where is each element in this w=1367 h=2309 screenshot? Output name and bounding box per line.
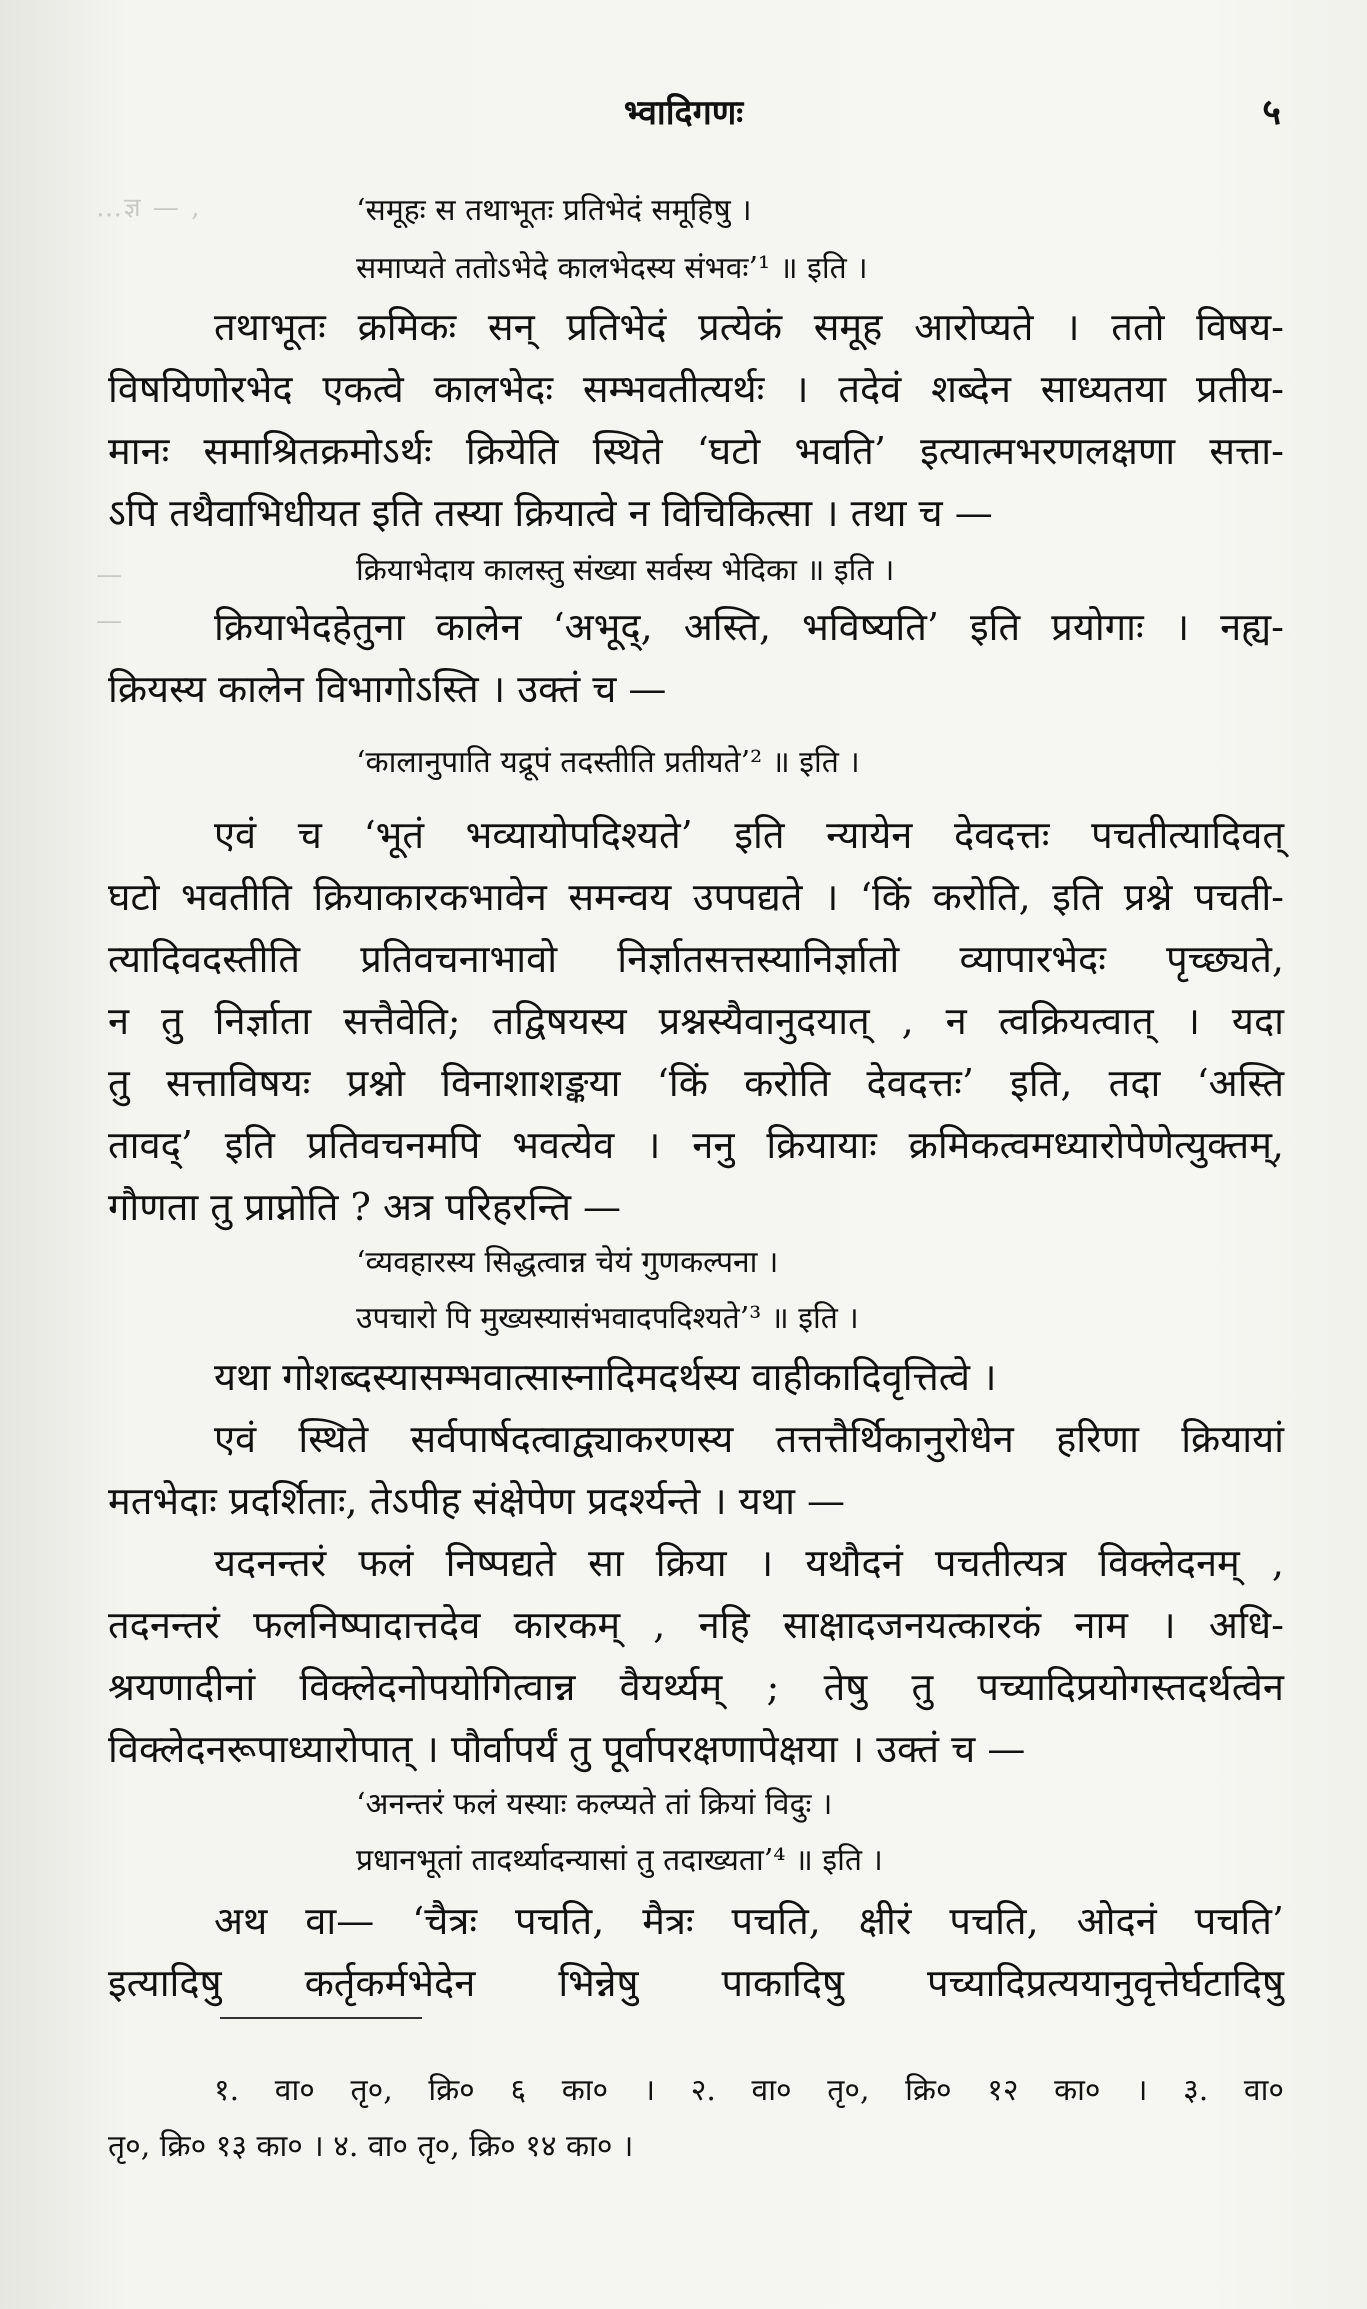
- text-line: श्रयणादीनां विक्लेदनोपयोगित्वान्न वैयर्थ्यम् ; तेषु तु पच्यादिप्रयोगस्तदर्थत्वेन: [108, 1665, 1284, 1709]
- page-number: ५: [1262, 91, 1281, 133]
- text-line: तदनन्तरं फलनिष्पादात्तदेव कारकम् , नहि साक्षादजनयत्कारकं नाम । अधि-: [108, 1603, 1284, 1647]
- text-line: यथा गोशब्दस्यासम्भवात्सास्नादिमदर्थस्य वाहीकादिवृत्तित्वे ।: [214, 1355, 997, 1399]
- verse-line: प्रधानभूतां तादर्थ्यादन्यासां तु तदाख्यता’⁴ ॥ इति ।: [356, 1843, 883, 1878]
- text-line: क्रियस्य कालेन विभागोऽस्ति । उक्तं च —: [108, 667, 667, 711]
- verse-line: समाप्यते ततोऽभेदे कालभेदस्य संभवः’¹ ॥ इति ।: [356, 251, 868, 286]
- text-line: विषयिणोरभेद एकत्वे कालभेदः सम्भवतीत्यर्थः । तदेवं शब्देन साध्यतया प्रतीय-: [108, 367, 1284, 411]
- verse-line: उपचारो पि मुख्यस्यासंभवादपदिश्यते’³ ॥ इति ।: [356, 1301, 859, 1336]
- verse-line: क्रियाभेदाय कालस्तु संख्या सर्वस्य भेदिका ॥ इति ।: [356, 553, 895, 588]
- text-line: तु सत्ताविषयः प्रश्नो विनाशाशङ्कया ‘किं करोति देवदत्तः’ इति, तदा ‘अस्ति: [108, 1061, 1284, 1105]
- bleed-through-mark: …ज्ञ — ,: [96, 193, 202, 223]
- text-line: विक्लेदनरूपाध्यारोपात् । पौर्वापर्यं तु पूर्वापरक्षणापेक्षया । उक्तं च —: [108, 1727, 1026, 1771]
- text-line: मतभेदाः प्रदर्शिताः, तेऽपीह संक्षेपेण प्रदर्श्यन्ते । यथा —: [108, 1479, 846, 1523]
- text-line: एवं स्थिते सर्वपार्षदत्वाद्व्याकरणस्य तत्तत्तैर्थिकानुरोधेन हरिणा क्रियायां: [214, 1417, 1284, 1461]
- verse-line: ‘अनन्तरं फलं यस्याः कल्प्यते तां क्रियां विदुः ।: [356, 1787, 833, 1822]
- text-line: गौणता तु प्राप्नोति ? अत्र परिहरन्ति —: [108, 1185, 622, 1229]
- bleed-through-mark: —: [96, 606, 124, 636]
- footnote-rule: [220, 2017, 422, 2019]
- text-line: ऽपि तथैवाभिधीयत इति तस्या क्रियात्वे न विचिकित्सा । तथा च —: [108, 491, 993, 535]
- text-line: घटो भवतीति क्रियाकारकभावेन समन्वय उपपद्यते । ‘किं करोति, इति प्रश्ने पचती-: [108, 875, 1284, 919]
- text-line: न तु निर्ज्ञाता सत्तैवेति; तद्विषयस्य प्रश्नस्यैवानुदयात् , न त्वक्रियत्वात् । यदा: [108, 999, 1284, 1043]
- text-line: तावद्’ इति प्रतिवचनमपि भवत्येव । ननु क्रियायाः क्रमिकत्वमध्यारोपेणेत्युक्तम्,: [108, 1123, 1284, 1167]
- footnote-line: तृ०, क्रि० १३ का० । ४. वा० तृ०, क्रि० १४ का० ।: [108, 2129, 634, 2164]
- text-line: क्रियाभेदहेतुना कालेन ‘अभूद्, अस्ति, भविष्यति’ इति प्रयोगाः । नह्य-: [214, 605, 1284, 649]
- verse-line: ‘कालानुपाति यद्रूपं तदस्तीति प्रतीयते’² ॥ इति ।: [356, 745, 860, 780]
- text-line: तथाभूतः क्रमिकः सन् प्रतिभेदं प्रत्येकं समूह आरोप्यते । ततो विषय-: [214, 305, 1284, 349]
- verse-line: ‘समूहः स तथाभूतः प्रतिभेदं समूहिषु ।: [356, 193, 752, 228]
- text-line: त्यादिवदस्तीति प्रतिवचनाभावो निर्ज्ञातसत्तस्यानिर्ज्ञातो व्यापारभेदः पृच्छ्यते,: [108, 937, 1284, 981]
- running-head: भ्वादिगणः: [623, 93, 744, 133]
- text-line: एवं च ‘भूतं भव्यायोपदिश्यते’ इति न्यायेन देवदत्तः पचतीत्यादिवत्: [214, 813, 1284, 857]
- text-line: मानः समाश्रितक्रमोऽर्थः क्रियेति स्थिते ‘घटो भवति’ इत्यात्मभरणलक्षणा सत्ता-: [108, 429, 1284, 473]
- verse-line: ‘व्यवहारस्य सिद्धत्वान्न चेयं गुणकल्पना ।: [356, 1245, 779, 1280]
- text-line: इत्यादिषु कर्तृकर्मभेदेन भिन्नेषु पाकादिषु पच्यादिप्रत्ययानुवृत्तेर्घटादिषु: [108, 1961, 1284, 2005]
- footnote-line: १. वा० तृ०, क्रि० ६ का० । २. वा० तृ०, क्रि० १२ का० । ३. वा०: [214, 2073, 1284, 2108]
- bleed-through-mark: —: [96, 560, 124, 590]
- text-line: अथ वा— ‘चैत्रः पचति, मैत्रः पचति, क्षीरं पचति, ओदनं पचति’: [214, 1899, 1284, 1943]
- text-line: यदनन्तरं फलं निष्पद्यते सा क्रिया । यथौदनं पचतीत्यत्र विक्लेदनम् ,: [214, 1541, 1284, 1585]
